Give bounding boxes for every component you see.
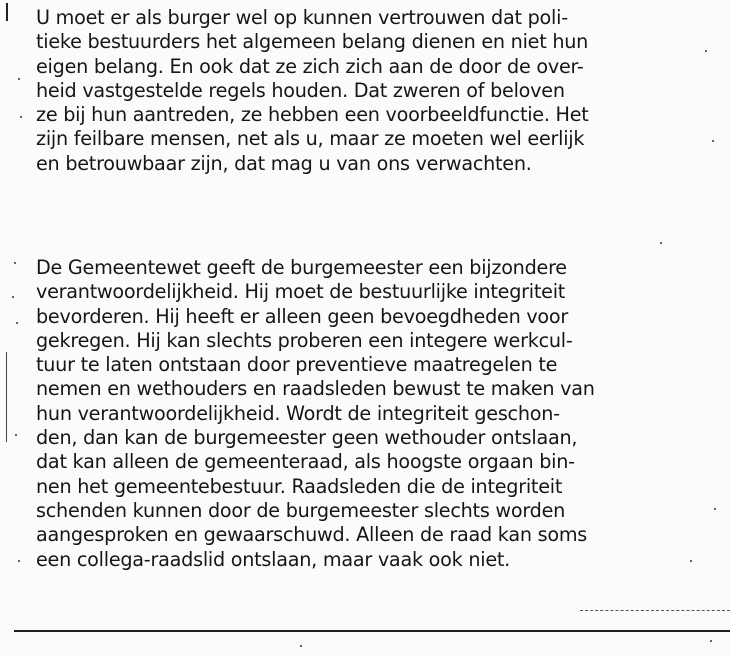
scan-speck: [20, 116, 22, 118]
scan-speck: [16, 322, 18, 324]
text-line: verantwoordelijkheid. Hij moet de bestuurlijke integriteit: [36, 280, 566, 304]
text-line: eigen belang. En ook dat ze zich zich aan de door de over-: [36, 54, 584, 78]
scan-speck: [14, 262, 16, 264]
scan-speck: [18, 78, 20, 80]
scan-speck: [705, 50, 707, 52]
scan-speck: [712, 140, 714, 142]
margin-mark: [6, 352, 7, 442]
scan-speck: [710, 640, 712, 642]
text-line: De Gemeentewet geeft de burgemeester een bijzondere: [36, 256, 567, 279]
text-line: gekregen. Hij kan slechts proberen een integere werkcul-: [36, 328, 573, 352]
scan-speck: [18, 560, 20, 562]
text-line: aangesproken en gewaarschuwd. Alleen de raad kan soms: [36, 523, 588, 547]
text-line: tieke bestuurders het algemeen belang dienen en niet hun: [36, 30, 589, 54]
scan-speck: [300, 645, 302, 647]
text-line: hun verantwoordelijkheid. Wordt de integriteit geschon-: [36, 401, 560, 425]
paragraph-2: [36, 256, 696, 572]
text-line: U moet er als burger wel op kunnen vertrouwen dat poli-: [36, 6, 568, 29]
scan-speck: [660, 242, 662, 244]
dashed-rule: [580, 610, 730, 611]
text-line: en betrouwbaar zijn, dat mag u van ons verwachten.: [36, 151, 532, 175]
text-line: tuur te laten ontstaan door preventieve maatregelen te: [36, 353, 558, 377]
margin-mark: [6, 3, 8, 21]
scan-speck: [714, 508, 716, 510]
scan-speck: [15, 434, 17, 436]
paragraph-1: [36, 6, 696, 176]
text-line: zijn feilbare mensen, net als u, maar ze moeten wel eerlijk: [36, 127, 585, 151]
text-line: bevorderen. Hij heeft er alleen geen bevoegdheden voor: [36, 304, 569, 328]
text-line: heid vastgestelde regels houden. Dat zweren of beloven: [36, 78, 565, 102]
horizontal-rule: [14, 630, 730, 632]
scan-speck: [12, 296, 14, 298]
text-line: nemen en wethouders en raadsleden bewust te maken van: [36, 377, 595, 401]
text-line: een collega-raadslid ontslaan, maar vaak ook niet.: [36, 547, 511, 571]
text-line: dat kan alleen de gemeenteraad, als hoogste orgaan bin-: [36, 450, 575, 474]
scan-speck: [690, 560, 692, 562]
text-line: ze bij hun aantreden, ze hebben een voorbeeldfunctie. Het: [36, 103, 589, 127]
text-line: schenden kunnen door de burgemeester slechts worden: [36, 498, 566, 522]
text-line: nen het gemeentebestuur. Raadsleden die de integriteit: [36, 474, 563, 498]
text-line: den, dan kan de burgemeester geen wethouder ontslaan,: [36, 426, 578, 450]
